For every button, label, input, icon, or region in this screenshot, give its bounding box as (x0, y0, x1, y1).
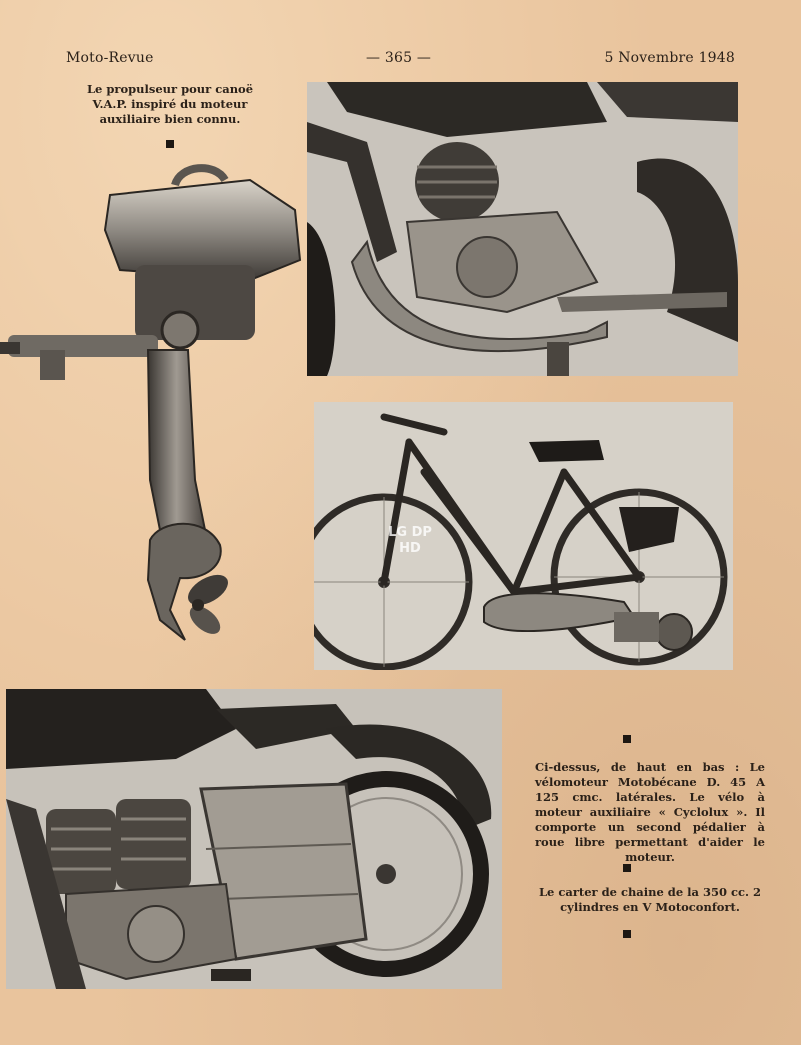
cyclolux-bicycle-photo (314, 402, 733, 670)
motoconfort-caption: Le carter de chaine de la 350 cc. 2 cylindres en V Motoconfort. (538, 885, 762, 914)
lgdphd-watermark: LG DP HD (388, 525, 432, 556)
caption-marker (166, 140, 174, 148)
motobecane-photo (307, 82, 738, 376)
motoconfort-photo (6, 689, 502, 989)
issue-date: 5 Novembre 1948 (604, 50, 735, 66)
page-number: — 365 — (366, 50, 432, 66)
magazine-name: Moto-Revue (66, 50, 154, 66)
caption-marker (623, 735, 631, 743)
outboard-caption: Le propulseur pour canoë V.A.P. inspiré du moteur auxiliaire bien connu. (86, 82, 254, 126)
caption-marker (623, 864, 631, 872)
outboard-motor-photo (0, 150, 305, 660)
caption-marker (623, 930, 631, 938)
mobylette-cyclolux-caption: Ci-dessus, de haut en bas : Le vélomoteur Motobécane D. 45 A 125 cmc. latérales. Le vélo à moteur auxiliaire « Cyclolux ». Il comporte un second pédalier à roue libre permettant d'aider le moteur. (535, 760, 765, 864)
